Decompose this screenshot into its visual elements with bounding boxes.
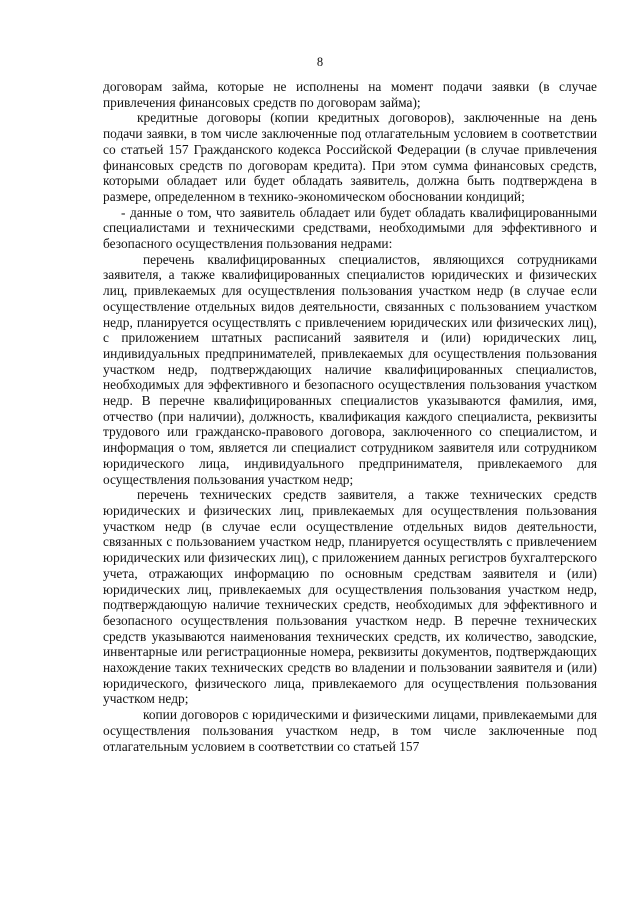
paragraph-specialists-list: перечень квалифицированных специалистов, являющихся сотрудниками заявителя, а также квалифицированных специалистов юридических и физических лиц, привлекаемых для осуществления пользования участком недр (в случае если осуществление отдельных видов деятельности, связанных с пользованием участком недр, планируется осуществлять с привлечением юридических или физических лиц), с приложением штатных расписаний заявителя и (или) юридических лиц, индивидуальных предпринимателей, привлекаемых для осуществления пользования участком недр, подтверждающих наличие квалифицированных специалистов, необходимых для эффективного и безопасного осуществления пользования участком недр. В перечне квалифицированных специалистов указываются фамилия, имя, отчество (при наличии), должность, квалификация каждого специалиста, реквизиты трудового или гражданско-правового договора, заключенного со специалистом, и информация о том, является ли специалист сотрудником заявителя или сотрудником юридического лица, индивидуального предпринимателя, привлекаемого для осуществления пользования участком недр; (103, 251, 597, 487)
paragraph-equipment-list: перечень технических средств заявителя, а также технических средств юридических и физических лиц, привлекаемых для осуществления пользования участком недр (в случае если осуществление отдельных видов деятельности, связанных с пользованием участком недр, планируется осуществлять с привлечением юридических или физических лиц), с приложением данных регистров бухгалтерского учета, отражающих информацию по основным средствам заявителя и (или) юридических лиц, привлекаемых для осуществления пользования участком недр, подтверждающую наличие технических средств, необходимых для эффективного и безопасного осуществления пользования участком недр. В перечне технических средств указываются наименования технических средств, их количество, заводские, инвентарные или регистрационные номера, реквизиты документов, подтверждающих нахождение таких технических средств во владении и пользовании заявителя и (или) юридического, физического лица, привлекаемого для осуществления пользования участком недр; (103, 487, 597, 707)
paragraph-loan-agreements: договорам займа, которые не исполнены на момент подачи заявки (в случае привлечения финансовых средств по договорам займа); (103, 79, 597, 110)
paragraph-specialists-and-equipment: - данные о том, что заявитель обладает или будет обладать квалифицированными специалистами и техническими средствами, необходимыми для эффективного и безопасного осуществления пользования недрами: (103, 204, 597, 252)
paragraph-contract-copies: копии договоров с юридическими и физическими лицами, привлекаемыми для осуществления пользования участком недр, в том числе заключенные под отлагательным условием в соответствии со статьей 157 (103, 707, 597, 754)
paragraph-credit-agreements: кредитные договоры (копии кредитных договоров), заключенные на день подачи заявки, в том числе заключенные под отлагательным условием в соответствии со статьей 157 Гражданского кодекса Российской Федерации (в случае привлечения финансовых средств по договорам кредита). При этом сумма финансовых средств, которыми обладает или будет обладать заявитель, должна быть подтверждена в размере, определенном в технико-экономическом обосновании кондиций; (103, 110, 597, 204)
document-body (103, 79, 597, 754)
page-number: 8 (316, 55, 324, 69)
